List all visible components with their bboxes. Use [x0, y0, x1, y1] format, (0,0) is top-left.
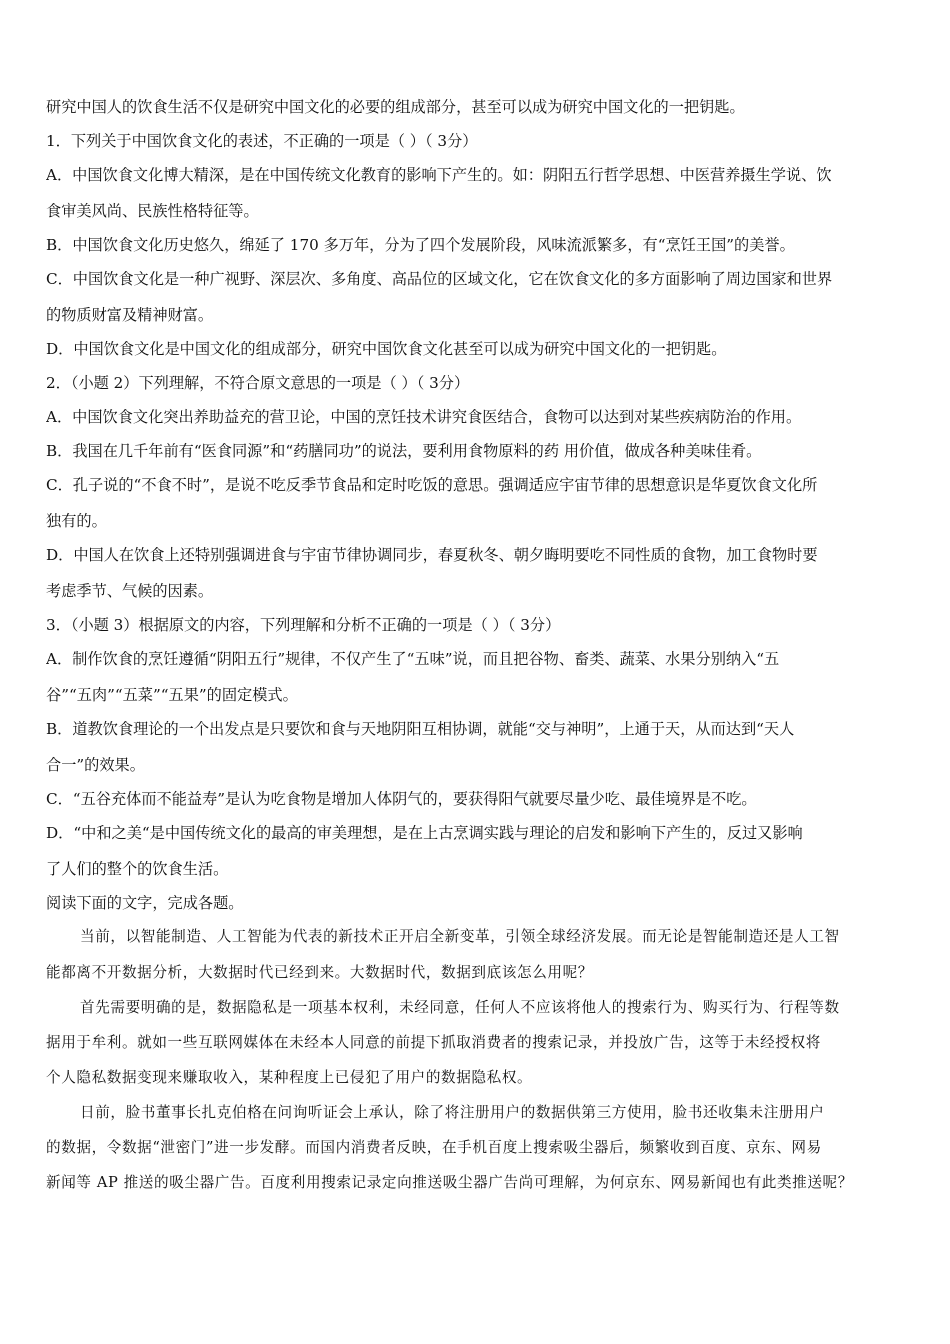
option-c-continued: 独有的。	[46, 512, 107, 530]
option-d-continued: 考虑季节、气候的因素。	[46, 582, 214, 600]
option-c: C．孔子说的“不食不时”，是说不吃反季节食品和定时吃饭的意思。强调适应宇宙节律的思想意识是华夏饮食文化所	[46, 476, 818, 494]
intro-line: 研究中国人的饮食生活不仅是研究中国文化的必要的组成部分，甚至可以成为研究中国文化的一把钥匙。	[46, 98, 745, 116]
article-paragraph-2: 首先需要明确的是，数据隐私是一项基本权利，未经同意，任何人不应该将他人的搜索行为、购买行为、行程等数	[80, 999, 840, 1016]
option-b-continued: 合一”的效果。	[46, 756, 145, 774]
option-a-continued: 食审美风尚、民族性格特征等。	[46, 202, 259, 220]
question-2	[46, 373, 908, 601]
question-3	[46, 615, 908, 879]
reading-heading: 阅读下面的文字，完成各题。	[46, 894, 244, 912]
question-stem: 3．（小题 3）根据原文的内容，下列理解和分析不正确的一项是（ ）（ 3分）	[46, 616, 561, 634]
option-a-continued: 谷”“五肉”“五菜”“五果”的固定模式。	[46, 686, 298, 704]
option-a: A．制作饮食的烹饪遵循“阴阳五行”规律，不仅产生了“五味”说，而且把谷物、畜类、蔬菜、水果分别纳入“五	[46, 650, 780, 668]
article-paragraph-3-continued: 新闻等 AP 推送的吸尘器广告。百度利用搜索记录定向推送吸尘器广告尚可理解，为何京东、网易新闻也有此类推送呢？	[46, 1174, 853, 1191]
option-d: D．“中和之美“是中国传统文化的最高的审美理想，是在上古烹调实践与理论的启发和影响下产生的，反过又影响	[46, 824, 803, 842]
option-a: A．中国饮食文化突出养助益充的营卫论，中国的烹饪技术讲究食医结合，食物可以达到对某些疾病防治的作用。	[46, 408, 802, 426]
reading-article	[46, 927, 908, 1193]
article-paragraph-2-continued: 据用于牟利。就如一些互联网媒体在未经本人同意的前提下抓取消费者的搜索记录，并投放广告，这等于未经授权将	[46, 1034, 821, 1051]
option-a: A．中国饮食文化博大精深，是在中国传统文化教育的影响下产生的。如：阴阳五行哲学思想、中医营养摄生学说、饮	[46, 166, 832, 184]
option-d-continued: 了人们的整个的饮食生活。	[46, 860, 229, 878]
option-c: C．中国饮食文化是一种广视野、深层次、多角度、高品位的区域文化，它在饮食文化的多方面影响了周边国家和世界	[46, 270, 833, 288]
option-b: B．道教饮食理论的一个出发点是只要饮和食与天地阴阳互相协调，就能“交与神明”，上通于天，从而达到“天人	[46, 720, 795, 738]
option-d: D．中国人在饮食上还特别强调进食与宇宙节律协调同步，春夏秋冬、朝夕晦明要吃不同性质的食物，加工食物时要	[46, 546, 818, 564]
article-paragraph-1: 当前，以智能制造、人工智能为代表的新技术正开启全新变革，引领全球经济发展。而无论是智能制造还是人工智	[80, 928, 840, 945]
question-1	[46, 131, 908, 359]
option-b: B．中国饮食文化历史悠久，绵延了 170 多万年，分为了四个发展阶段，风味流派繁多，有“烹饪王国”的美誉。	[46, 236, 795, 254]
option-c-continued: 的物质财富及精神财富。	[46, 306, 214, 324]
document-page	[46, 97, 908, 1193]
question-stem: 1．下列关于中国饮食文化的表述，不正确的一项是（ ）（ 3分）	[46, 132, 478, 150]
article-paragraph-3: 日前，脸书董事长扎克伯格在问询听证会上承认，除了将注册用户的数据供第三方使用，脸书还收集未注册用户	[80, 1104, 825, 1121]
option-c: C．“五谷充体而不能益寿”是认为吃食物是增加人体阴气的，要获得阳气就要尽量少吃、最佳境界是不吃。	[46, 790, 757, 808]
article-paragraph-1-continued: 能都离不开数据分析，大数据时代已经到来。大数据时代，数据到底该怎么用呢？	[46, 964, 593, 981]
article-paragraph-2-continued: 个人隐私数据变现来赚取收入，某种程度上已侵犯了用户的数据隐私权。	[46, 1069, 533, 1086]
option-b: B．我国在几千年前有“医食同源”和“药膳同功”的说法，要利用食物原料的药 用价值，做成各种美味佳肴。	[46, 442, 762, 460]
question-stem: 2．（小题 2）下列理解，不符合原文意思的一项是（ ）（ 3分）	[46, 374, 470, 392]
option-d: D．中国饮食文化是中国文化的组成部分，研究中国饮食文化甚至可以成为研究中国文化的一把钥匙。	[46, 340, 727, 358]
article-paragraph-3-continued: 的数据，令数据“泄密门”进一步发酵。而国内消费者反映，在手机百度上搜索吸尘器后，频繁收到百度、京东、网易	[46, 1139, 822, 1156]
